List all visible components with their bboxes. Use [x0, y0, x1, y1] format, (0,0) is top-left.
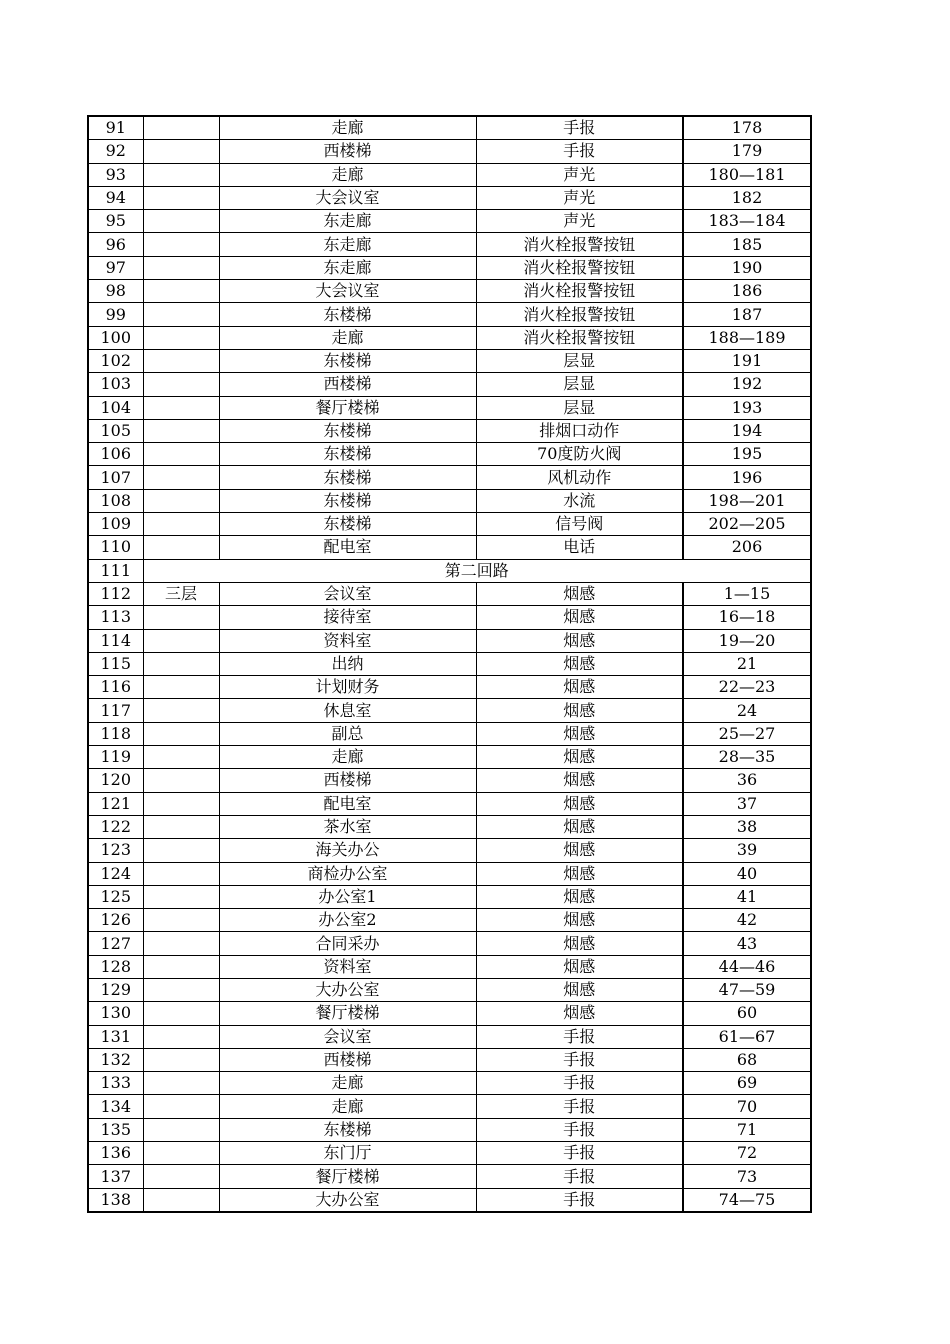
table-row — [88, 1072, 811, 1095]
address-cell: 72 — [683, 1142, 811, 1165]
table-row — [88, 1095, 811, 1118]
address-cell: 1—15 — [683, 582, 811, 605]
section-title-cell: 第二回路 — [143, 559, 811, 582]
address-cell: 187 — [683, 303, 811, 326]
floor-cell — [143, 419, 219, 442]
location-cell: 计划财务 — [219, 676, 476, 699]
address-cell: 185 — [683, 233, 811, 256]
floor-cell — [143, 606, 219, 629]
row-number-cell: 125 — [88, 885, 143, 908]
address-cell: 186 — [683, 280, 811, 303]
device-type-cell: 手报 — [476, 1142, 683, 1165]
floor-cell — [143, 210, 219, 233]
floor-cell — [143, 885, 219, 908]
floor-cell — [143, 1165, 219, 1188]
location-cell: 东楼梯 — [219, 1118, 476, 1141]
address-cell: 36 — [683, 769, 811, 792]
device-type-cell: 烟感 — [476, 839, 683, 862]
row-number-cell: 121 — [88, 792, 143, 815]
device-type-cell: 烟感 — [476, 932, 683, 955]
location-cell: 东走廊 — [219, 233, 476, 256]
row-number-cell: 116 — [88, 676, 143, 699]
address-cell: 24 — [683, 699, 811, 722]
floor-cell — [143, 140, 219, 163]
address-cell: 28—35 — [683, 746, 811, 769]
location-cell: 资料室 — [219, 955, 476, 978]
location-cell: 西楼梯 — [219, 140, 476, 163]
table-row — [88, 116, 811, 140]
table-row — [88, 629, 811, 652]
address-cell: 39 — [683, 839, 811, 862]
row-number-cell: 122 — [88, 815, 143, 838]
table-row — [88, 513, 811, 536]
device-type-cell: 排烟口动作 — [476, 419, 683, 442]
row-number-cell: 133 — [88, 1072, 143, 1095]
device-type-cell: 层显 — [476, 373, 683, 396]
row-number-cell: 108 — [88, 489, 143, 512]
row-number-cell: 110 — [88, 536, 143, 559]
location-cell: 会议室 — [219, 582, 476, 605]
row-number-cell: 104 — [88, 396, 143, 419]
floor-cell — [143, 1118, 219, 1141]
row-number-cell: 100 — [88, 326, 143, 349]
floor-cell — [143, 815, 219, 838]
location-cell: 配电室 — [219, 792, 476, 815]
table-row — [88, 233, 811, 256]
floor-cell — [143, 746, 219, 769]
row-number-cell: 97 — [88, 256, 143, 279]
row-number-cell: 130 — [88, 1002, 143, 1025]
address-cell: 69 — [683, 1072, 811, 1095]
table-body — [88, 116, 811, 1212]
floor-cell — [143, 1188, 219, 1212]
floor-cell — [143, 909, 219, 932]
device-type-cell: 70度防火阀 — [476, 443, 683, 466]
floor-cell — [143, 792, 219, 815]
table-row — [88, 885, 811, 908]
row-number-cell: 129 — [88, 978, 143, 1001]
device-type-cell: 层显 — [476, 349, 683, 372]
address-cell: 188—189 — [683, 326, 811, 349]
table-row — [88, 652, 811, 675]
location-cell: 西楼梯 — [219, 769, 476, 792]
table-row — [88, 140, 811, 163]
table-row — [88, 256, 811, 279]
address-cell: 41 — [683, 885, 811, 908]
floor-cell — [143, 163, 219, 186]
location-cell: 休息室 — [219, 699, 476, 722]
location-cell: 配电室 — [219, 536, 476, 559]
device-type-cell: 烟感 — [476, 746, 683, 769]
table-row — [88, 978, 811, 1001]
address-cell: 202—205 — [683, 513, 811, 536]
location-cell: 茶水室 — [219, 815, 476, 838]
floor-cell: 三层 — [143, 582, 219, 605]
floor-cell — [143, 1095, 219, 1118]
table-row — [88, 186, 811, 209]
table-row — [88, 955, 811, 978]
location-cell: 商检办公室 — [219, 862, 476, 885]
row-number-cell: 114 — [88, 629, 143, 652]
device-type-cell: 声光 — [476, 186, 683, 209]
row-number-cell: 109 — [88, 513, 143, 536]
device-type-cell: 烟感 — [476, 955, 683, 978]
row-number-cell: 95 — [88, 210, 143, 233]
row-number-cell: 111 — [88, 559, 143, 582]
location-cell: 走廊 — [219, 746, 476, 769]
table-row — [88, 163, 811, 186]
address-cell: 190 — [683, 256, 811, 279]
device-type-cell: 手报 — [476, 1165, 683, 1188]
location-cell: 合同采办 — [219, 932, 476, 955]
row-number-cell: 103 — [88, 373, 143, 396]
device-type-cell: 烟感 — [476, 722, 683, 745]
address-cell: 195 — [683, 443, 811, 466]
table-row — [88, 1002, 811, 1025]
address-cell: 178 — [683, 116, 811, 140]
address-cell: 182 — [683, 186, 811, 209]
row-number-cell: 123 — [88, 839, 143, 862]
table-row — [88, 489, 811, 512]
row-number-cell: 107 — [88, 466, 143, 489]
address-cell: 43 — [683, 932, 811, 955]
address-cell: 16—18 — [683, 606, 811, 629]
floor-cell — [143, 489, 219, 512]
device-type-cell: 烟感 — [476, 606, 683, 629]
device-type-cell: 烟感 — [476, 792, 683, 815]
address-cell: 191 — [683, 349, 811, 372]
table-row — [88, 1118, 811, 1141]
address-cell: 60 — [683, 1002, 811, 1025]
table-row — [88, 1188, 811, 1212]
table-row — [88, 1142, 811, 1165]
row-number-cell: 92 — [88, 140, 143, 163]
location-cell: 餐厅楼梯 — [219, 1002, 476, 1025]
device-type-cell: 手报 — [476, 140, 683, 163]
table-row — [88, 536, 811, 559]
row-number-cell: 93 — [88, 163, 143, 186]
table-row — [88, 280, 811, 303]
floor-cell — [143, 373, 219, 396]
row-number-cell: 136 — [88, 1142, 143, 1165]
row-number-cell: 128 — [88, 955, 143, 978]
table-row — [88, 419, 811, 442]
table-row — [88, 932, 811, 955]
row-number-cell: 132 — [88, 1048, 143, 1071]
device-type-cell: 电话 — [476, 536, 683, 559]
floor-cell — [143, 466, 219, 489]
device-type-cell: 手报 — [476, 1025, 683, 1048]
location-cell: 资料室 — [219, 629, 476, 652]
location-cell: 办公室1 — [219, 885, 476, 908]
location-cell: 东楼梯 — [219, 443, 476, 466]
address-cell: 193 — [683, 396, 811, 419]
address-cell: 25—27 — [683, 722, 811, 745]
location-cell: 副总 — [219, 722, 476, 745]
floor-cell — [143, 1072, 219, 1095]
table-row — [88, 349, 811, 372]
row-number-cell: 99 — [88, 303, 143, 326]
device-type-cell: 烟感 — [476, 652, 683, 675]
location-cell: 餐厅楼梯 — [219, 396, 476, 419]
floor-cell — [143, 116, 219, 140]
table-row — [88, 396, 811, 419]
address-cell: 192 — [683, 373, 811, 396]
floor-cell — [143, 1142, 219, 1165]
address-cell: 61—67 — [683, 1025, 811, 1048]
address-cell: 198—201 — [683, 489, 811, 512]
table-row — [88, 373, 811, 396]
address-cell: 183—184 — [683, 210, 811, 233]
device-type-cell: 烟感 — [476, 629, 683, 652]
table-row — [88, 699, 811, 722]
device-type-cell: 消火栓报警按钮 — [476, 233, 683, 256]
device-type-cell: 烟感 — [476, 815, 683, 838]
table-row — [88, 1165, 811, 1188]
device-type-cell: 烟感 — [476, 978, 683, 1001]
address-cell: 206 — [683, 536, 811, 559]
floor-cell — [143, 955, 219, 978]
row-number-cell: 137 — [88, 1165, 143, 1188]
device-type-cell: 烟感 — [476, 582, 683, 605]
floor-cell — [143, 256, 219, 279]
location-cell: 走廊 — [219, 1072, 476, 1095]
location-cell: 大会议室 — [219, 186, 476, 209]
table-row — [88, 746, 811, 769]
device-type-cell: 水流 — [476, 489, 683, 512]
location-cell: 东楼梯 — [219, 466, 476, 489]
floor-cell — [143, 652, 219, 675]
location-cell: 出纳 — [219, 652, 476, 675]
location-cell: 东楼梯 — [219, 303, 476, 326]
address-cell: 44—46 — [683, 955, 811, 978]
row-number-cell: 138 — [88, 1188, 143, 1212]
device-type-cell: 声光 — [476, 163, 683, 186]
row-number-cell: 117 — [88, 699, 143, 722]
floor-cell — [143, 233, 219, 256]
location-cell: 走廊 — [219, 116, 476, 140]
device-type-cell: 烟感 — [476, 885, 683, 908]
row-number-cell: 94 — [88, 186, 143, 209]
device-type-cell: 信号阀 — [476, 513, 683, 536]
row-number-cell: 113 — [88, 606, 143, 629]
location-cell: 西楼梯 — [219, 1048, 476, 1071]
floor-cell — [143, 629, 219, 652]
location-cell: 大办公室 — [219, 978, 476, 1001]
device-type-cell: 手报 — [476, 1048, 683, 1071]
table-row — [88, 326, 811, 349]
floor-cell — [143, 978, 219, 1001]
address-cell: 19—20 — [683, 629, 811, 652]
row-number-cell: 105 — [88, 419, 143, 442]
section-row — [88, 559, 811, 582]
address-cell: 73 — [683, 1165, 811, 1188]
address-cell: 47—59 — [683, 978, 811, 1001]
row-number-cell: 112 — [88, 582, 143, 605]
address-cell: 74—75 — [683, 1188, 811, 1212]
row-number-cell: 127 — [88, 932, 143, 955]
table-row — [88, 722, 811, 745]
address-cell: 38 — [683, 815, 811, 838]
floor-cell — [143, 326, 219, 349]
location-cell: 东楼梯 — [219, 419, 476, 442]
row-number-cell: 126 — [88, 909, 143, 932]
device-type-cell: 风机动作 — [476, 466, 683, 489]
device-type-cell: 烟感 — [476, 862, 683, 885]
table-row — [88, 792, 811, 815]
device-type-cell: 烟感 — [476, 769, 683, 792]
table-row — [88, 815, 811, 838]
address-cell: 179 — [683, 140, 811, 163]
address-cell: 71 — [683, 1118, 811, 1141]
floor-cell — [143, 1025, 219, 1048]
location-cell: 西楼梯 — [219, 373, 476, 396]
device-type-cell: 烟感 — [476, 1002, 683, 1025]
row-number-cell: 124 — [88, 862, 143, 885]
row-number-cell: 134 — [88, 1095, 143, 1118]
location-cell: 东走廊 — [219, 256, 476, 279]
device-type-cell: 手报 — [476, 1095, 683, 1118]
table-row — [88, 862, 811, 885]
floor-cell — [143, 699, 219, 722]
table-row — [88, 676, 811, 699]
floor-cell — [143, 536, 219, 559]
device-type-cell: 烟感 — [476, 699, 683, 722]
address-cell: 180—181 — [683, 163, 811, 186]
location-cell: 会议室 — [219, 1025, 476, 1048]
device-type-cell: 消火栓报警按钮 — [476, 326, 683, 349]
floor-cell — [143, 839, 219, 862]
row-number-cell: 102 — [88, 349, 143, 372]
address-cell: 68 — [683, 1048, 811, 1071]
device-type-cell: 手报 — [476, 1118, 683, 1141]
device-type-cell: 手报 — [476, 116, 683, 140]
address-cell: 194 — [683, 419, 811, 442]
table-row — [88, 909, 811, 932]
device-type-cell: 消火栓报警按钮 — [476, 280, 683, 303]
device-type-cell: 烟感 — [476, 909, 683, 932]
device-type-cell: 手报 — [476, 1188, 683, 1212]
location-cell: 走廊 — [219, 326, 476, 349]
floor-cell — [143, 396, 219, 419]
location-cell: 办公室2 — [219, 909, 476, 932]
location-cell: 走廊 — [219, 163, 476, 186]
device-type-cell: 消火栓报警按钮 — [476, 303, 683, 326]
location-cell: 东楼梯 — [219, 349, 476, 372]
location-cell: 海关办公 — [219, 839, 476, 862]
floor-cell — [143, 280, 219, 303]
row-number-cell: 96 — [88, 233, 143, 256]
floor-cell — [143, 186, 219, 209]
location-cell: 餐厅楼梯 — [219, 1165, 476, 1188]
location-cell: 东楼梯 — [219, 489, 476, 512]
device-type-cell: 消火栓报警按钮 — [476, 256, 683, 279]
location-cell: 东走廊 — [219, 210, 476, 233]
device-address-table — [87, 115, 812, 1213]
floor-cell — [143, 513, 219, 536]
floor-cell — [143, 862, 219, 885]
location-cell: 走廊 — [219, 1095, 476, 1118]
address-cell: 21 — [683, 652, 811, 675]
table-row — [88, 606, 811, 629]
row-number-cell: 118 — [88, 722, 143, 745]
floor-cell — [143, 1002, 219, 1025]
device-type-cell: 烟感 — [476, 676, 683, 699]
location-cell: 东门厅 — [219, 1142, 476, 1165]
table-row — [88, 769, 811, 792]
location-cell: 大会议室 — [219, 280, 476, 303]
floor-cell — [143, 303, 219, 326]
address-cell: 70 — [683, 1095, 811, 1118]
address-cell: 42 — [683, 909, 811, 932]
table-row — [88, 466, 811, 489]
table-row — [88, 839, 811, 862]
table-row — [88, 303, 811, 326]
row-number-cell: 106 — [88, 443, 143, 466]
floor-cell — [143, 932, 219, 955]
table-row — [88, 210, 811, 233]
row-number-cell: 98 — [88, 280, 143, 303]
table-row — [88, 1025, 811, 1048]
row-number-cell: 135 — [88, 1118, 143, 1141]
address-cell: 196 — [683, 466, 811, 489]
table-row — [88, 443, 811, 466]
row-number-cell: 115 — [88, 652, 143, 675]
floor-cell — [143, 443, 219, 466]
device-type-cell: 声光 — [476, 210, 683, 233]
address-cell: 40 — [683, 862, 811, 885]
table-row — [88, 582, 811, 605]
device-type-cell: 层显 — [476, 396, 683, 419]
floor-cell — [143, 769, 219, 792]
device-type-cell: 手报 — [476, 1072, 683, 1095]
row-number-cell: 120 — [88, 769, 143, 792]
address-cell: 22—23 — [683, 676, 811, 699]
table-row — [88, 1048, 811, 1071]
location-cell: 大办公室 — [219, 1188, 476, 1212]
floor-cell — [143, 722, 219, 745]
location-cell: 东楼梯 — [219, 513, 476, 536]
location-cell: 接待室 — [219, 606, 476, 629]
row-number-cell: 119 — [88, 746, 143, 769]
row-number-cell: 131 — [88, 1025, 143, 1048]
row-number-cell: 91 — [88, 116, 143, 140]
floor-cell — [143, 1048, 219, 1071]
floor-cell — [143, 676, 219, 699]
address-cell: 37 — [683, 792, 811, 815]
floor-cell — [143, 349, 219, 372]
